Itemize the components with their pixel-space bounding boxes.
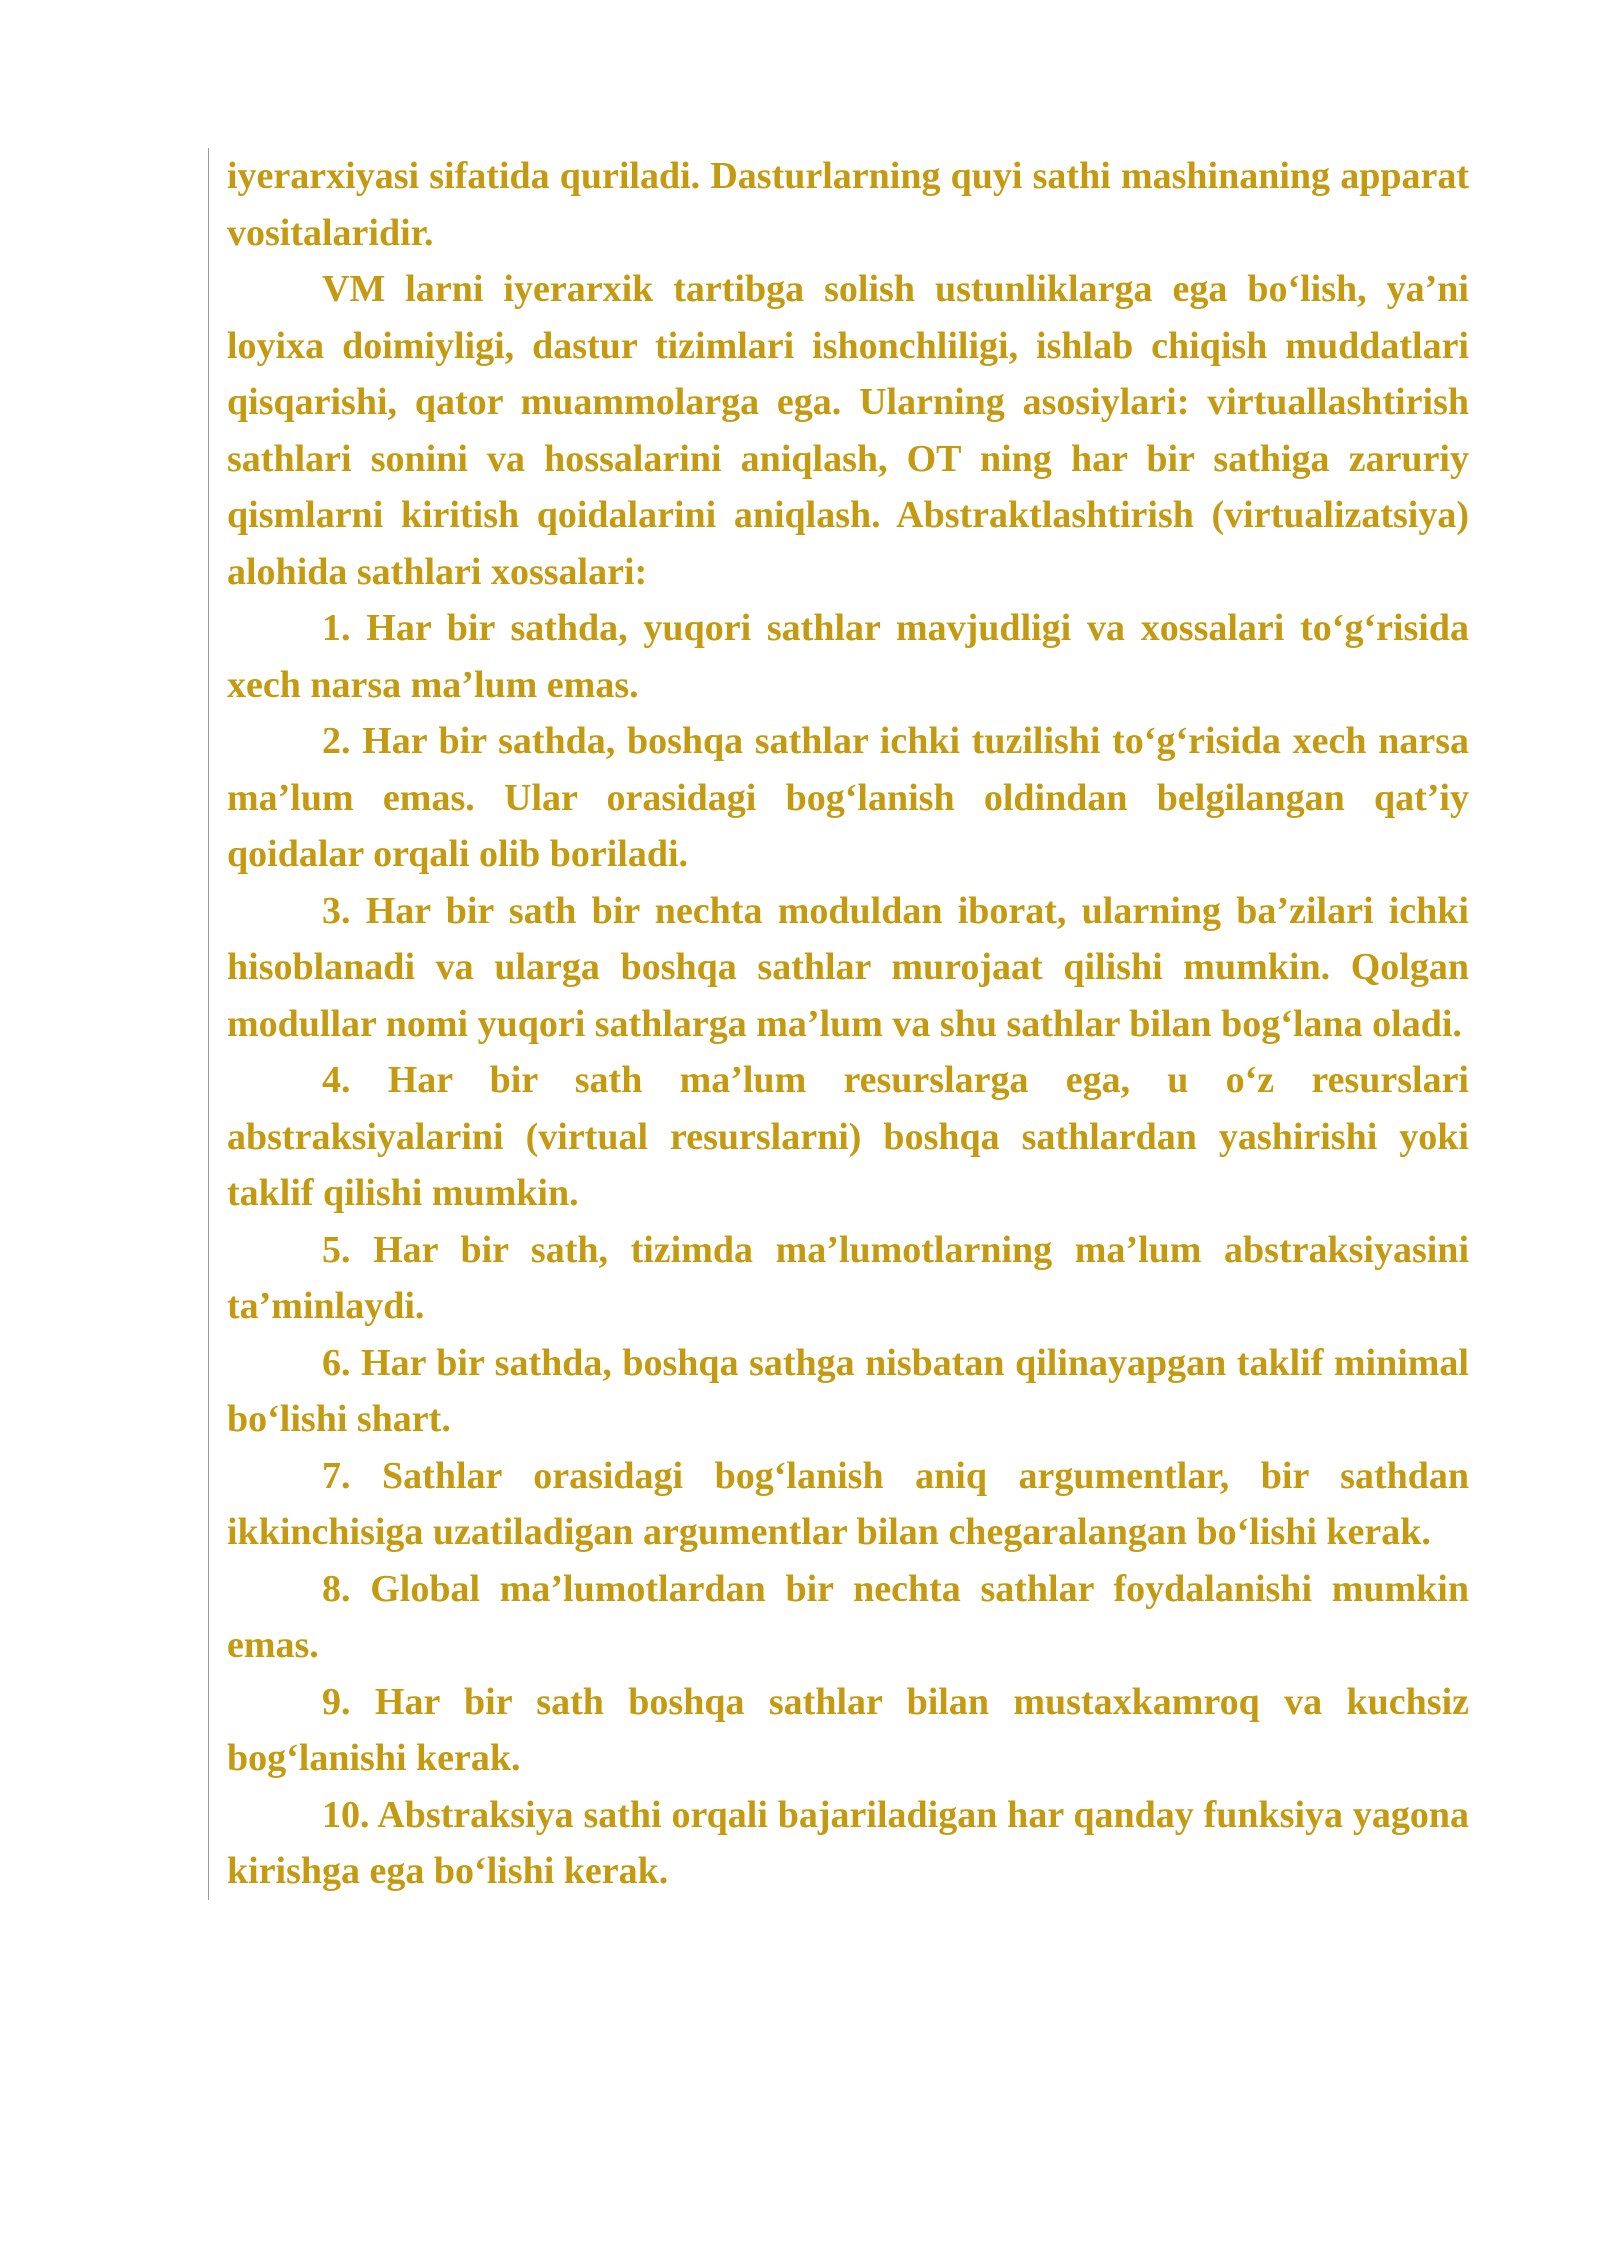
list-item-6: 6. Har bir sathda, boshqa sathga nisbatan qilinayapgan taklif minimal bo‘lishi shart.: [227, 1335, 1469, 1448]
document-body: [227, 148, 1469, 1900]
list-item-2: 2. Har bir sathda, boshqa sathlar ichki tuzilishi to‘g‘risida xech narsa ma’lum emas. Ular orasidagi bog‘lanish oldindan belgilangan qat’iy qoidalar orqali olib boriladi.: [227, 713, 1469, 883]
list-item-7: 7. Sathlar orasidagi bog‘lanish aniq argumentlar, bir sathdan ikkinchisiga uzatiladigan argumentlar bilan chegaralangan bo‘lishi kerak.: [227, 1448, 1469, 1561]
paragraph-vm-hierarchy: VM larni iyerarxik tartibga solish ustunliklarga ega bo‘lish, ya’ni loyixa doimiyligi, dastur tizimlari ishonchliligi, ishlab chiqish muddatlari qisqarishi, qator muammolarga ega. Ularning asosiylari: virtuallashtirish sathlari sonini va hossalarini aniqlash, OT ning har bir sathiga zaruriy qismlarni kiritish qoidalarini aniqlash. Abstraktlashtirish (virtualizatsiya) alohida sathlari xossalari:: [227, 261, 1469, 600]
list-item-4: 4. Har bir sath ma’lum resurslarga ega, u o‘z resurslari abstraksiyalarini (virtual resurslarni) boshqa sathlardan yashirishi yoki taklif qilishi mumkin.: [227, 1052, 1469, 1222]
list-item-9: 9. Har bir sath boshqa sathlar bilan mustaxkamroq va kuchsiz bog‘lanishi kerak.: [227, 1674, 1469, 1787]
list-item-10: 10. Abstraksiya sathi orqali bajariladigan har qanday funksiya yagona kirishga ega bo‘lishi kerak.: [227, 1787, 1469, 1900]
list-item-3: 3. Har bir sath bir nechta moduldan iborat, ularning ba’zilari ichki hisoblanadi va ularga boshqa sathlar murojaat qilishi mumkin. Qolgan modullar nomi yuqori sathlarga ma’lum va shu sathlar bilan bog‘lana oladi.: [227, 883, 1469, 1053]
list-item-1: 1. Har bir sathda, yuqori sathlar mavjudligi va xossalari to‘g‘risida xech narsa ma’lum emas.: [227, 600, 1469, 713]
list-item-8: 8. Global ma’lumotlardan bir nechta sathlar foydalanishi mumkin emas.: [227, 1561, 1469, 1674]
list-item-5: 5. Har bir sath, tizimda ma’lumotlarning ma’lum abstraksiyasini ta’minlaydi.: [227, 1222, 1469, 1335]
paragraph-intro-continuation: iyerarxiyasi sifatida quriladi. Dasturlarning quyi sathi mashinaning apparat vositalaridir.: [227, 148, 1469, 261]
